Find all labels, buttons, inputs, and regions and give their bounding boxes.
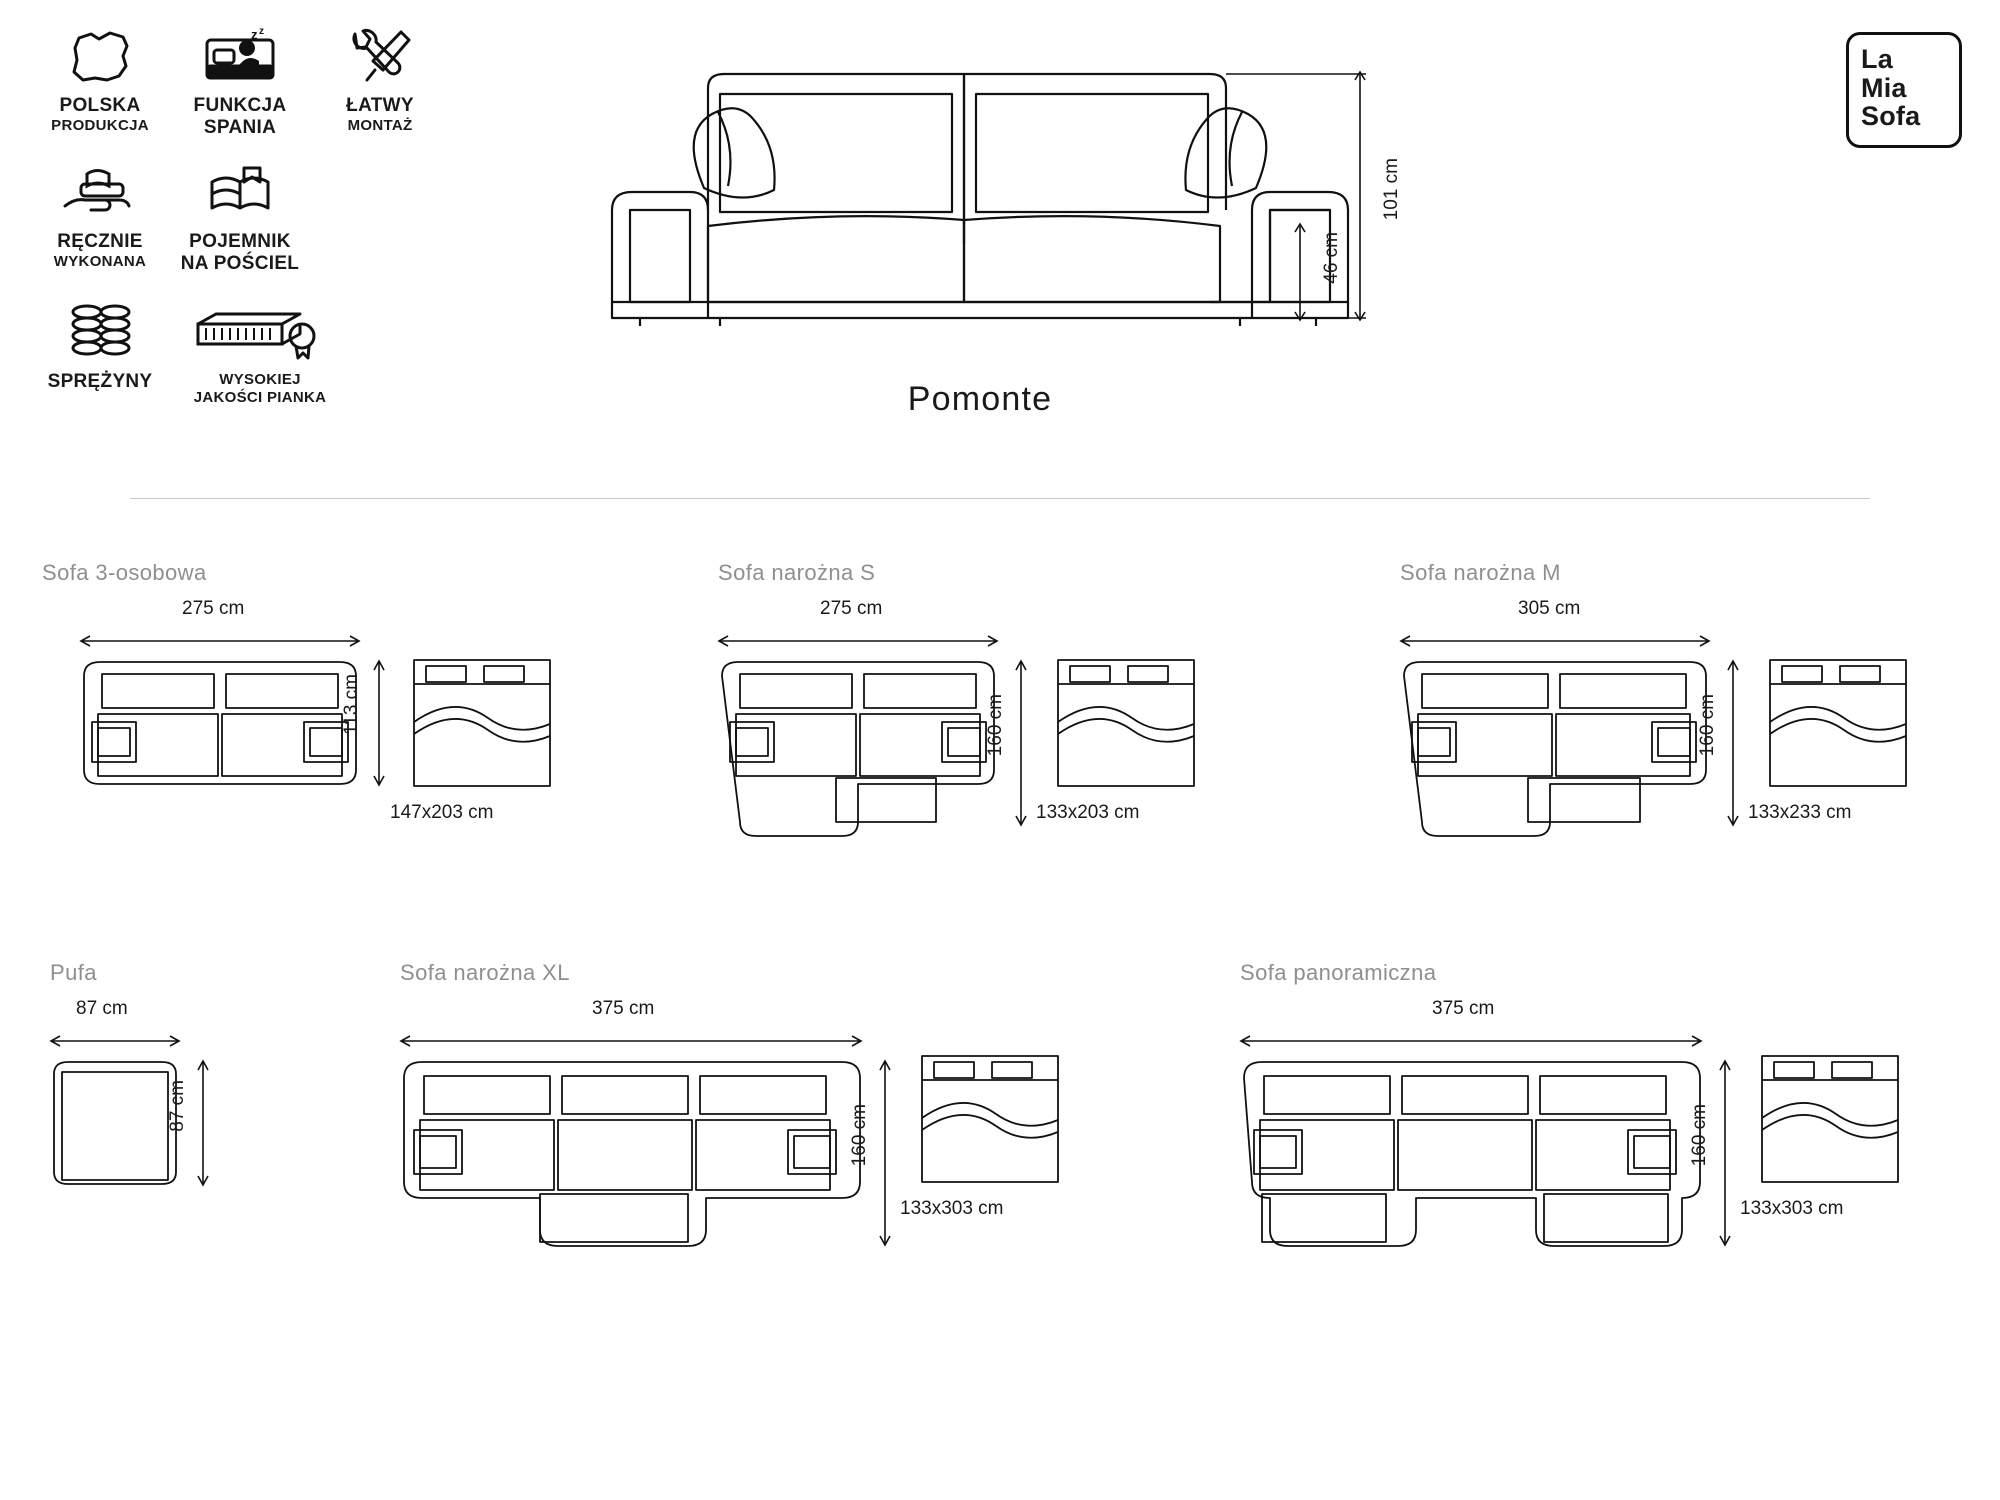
easy-assembly-tools-icon — [314, 20, 446, 94]
high-quality-foam-icon — [174, 296, 346, 370]
feature-pojemnik-na-posciel — [170, 156, 310, 274]
feature-label-line1: WYSOKIEJ — [219, 370, 301, 388]
handmade-icon — [34, 156, 166, 230]
section-title: Sofa narożna S — [718, 560, 876, 585]
feature-label-line2: WYKONANA — [53, 252, 147, 270]
feature-label-line1: SPRĘŻYNY — [47, 370, 153, 392]
feature-label-line1: FUNKCJA — [193, 95, 287, 116]
section-sofa-3-osobowa — [42, 560, 572, 896]
logo-line-2: Mia — [1861, 72, 1907, 103]
features-row-3 — [30, 296, 450, 406]
feature-label-line2: PRODUKCJA — [51, 116, 149, 134]
feature-recznie-wykonana — [30, 156, 170, 270]
feature-polska-produkcja — [30, 20, 170, 134]
width-label: 305 cm — [1518, 598, 1581, 619]
poland-map-icon — [34, 20, 166, 94]
logo-line-3: Sofa — [1861, 101, 1921, 132]
depth-label: 113 cm — [341, 674, 362, 735]
feature-label-line1: RĘCZNIE — [57, 230, 143, 252]
features-row-2 — [30, 156, 450, 274]
feature-label-line2: JAKOŚCI PIANKA — [193, 388, 327, 406]
svg-text:z: z — [251, 27, 258, 42]
width-label: 275 cm — [820, 598, 883, 619]
feature-latwy-montaz — [310, 20, 450, 134]
section-sofa-narozna-m — [1400, 560, 1960, 896]
sleeping-function-icon — [174, 20, 306, 94]
section-title: Sofa panoramiczna — [1240, 960, 1437, 985]
depth-label: 160 cm — [1689, 1104, 1710, 1167]
svg-text:z: z — [259, 26, 264, 37]
width-label: 375 cm — [1432, 998, 1495, 1019]
features-row-1 — [30, 20, 450, 138]
product-title: Pomonte — [907, 380, 1053, 418]
depth-label: 160 cm — [985, 694, 1006, 757]
feature-sprezyny — [30, 296, 170, 392]
feature-label-line1: ŁATWY — [346, 95, 414, 116]
feature-label-line2: SPANIA — [203, 116, 277, 138]
section-sofa-panoramiczna — [1240, 960, 1960, 1286]
logo-line-1: La — [1861, 44, 1893, 74]
springs-icon — [34, 296, 166, 370]
brand-logo — [1846, 32, 1962, 148]
section-title: Sofa narożna M — [1400, 560, 1561, 585]
bed-size-label: 133x203 cm — [1036, 802, 1140, 823]
feature-label-line2: NA POŚCIEL — [180, 252, 300, 274]
bed-size-label: 133x303 cm — [1740, 1198, 1844, 1219]
section-sofa-narozna-xl — [400, 960, 1100, 1286]
feature-label-line1: POLSKA — [59, 95, 141, 116]
hero-sofa-front-view — [600, 50, 1402, 350]
feature-label-line2: MONTAŻ — [347, 116, 413, 134]
depth-label: 87 cm — [167, 1080, 188, 1132]
section-title: Pufa — [50, 960, 97, 985]
hero-height-seat-label: 46 cm — [1321, 232, 1342, 284]
depth-label: 160 cm — [849, 1104, 870, 1167]
section-divider — [130, 498, 1870, 499]
section-sofa-narozna-s — [718, 560, 1258, 896]
bed-size-label: 133x233 cm — [1748, 802, 1852, 823]
hero-height-total-label: 101 cm — [1381, 158, 1402, 221]
section-pufa — [50, 960, 320, 1246]
features-panel — [30, 20, 450, 405]
feature-wysokiej-jakosci-pianka — [170, 296, 350, 406]
bed-size-label: 133x303 cm — [900, 1198, 1004, 1219]
bedding-container-icon — [174, 156, 306, 230]
bed-size-label: 147x203 cm — [390, 802, 494, 823]
depth-label: 160 cm — [1697, 694, 1718, 757]
section-title: Sofa narożna XL — [400, 960, 570, 985]
width-label: 275 cm — [182, 598, 245, 619]
section-title: Sofa 3-osobowa — [42, 560, 207, 585]
feature-label-line1: POJEMNIK — [189, 230, 291, 252]
feature-funkcja-spania — [170, 20, 310, 138]
width-label: 87 cm — [76, 998, 128, 1019]
width-label: 375 cm — [592, 998, 655, 1019]
